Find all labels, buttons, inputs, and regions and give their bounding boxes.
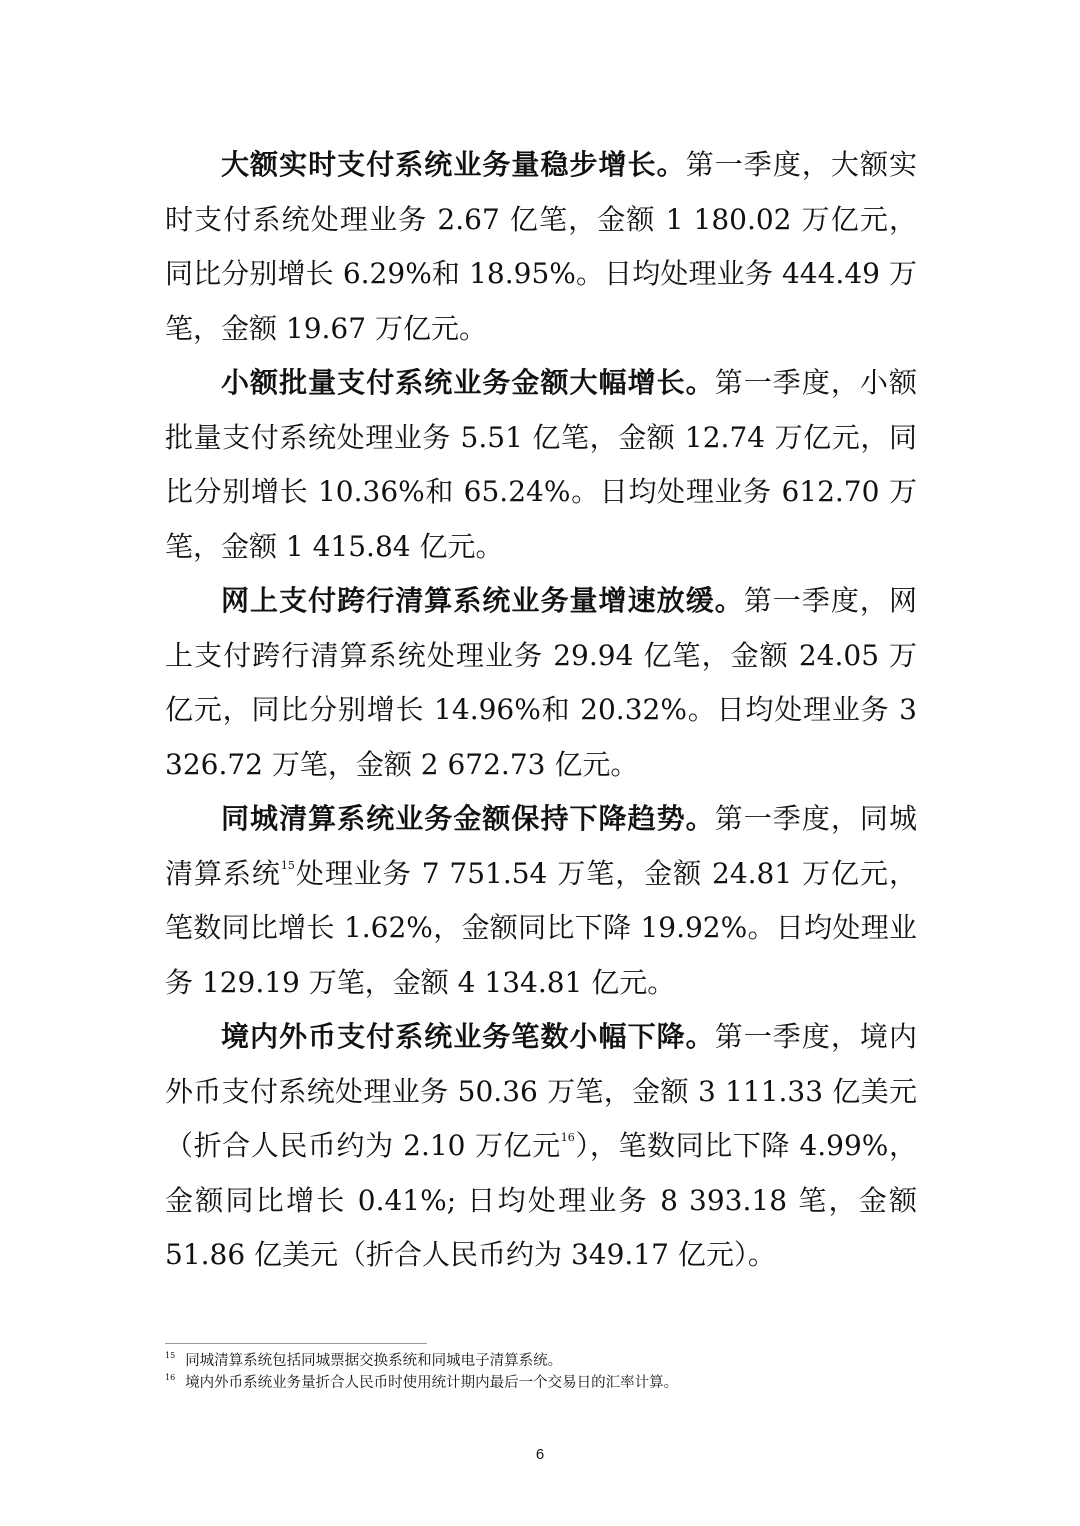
paragraph-text: 第一季度，大额实时支付系统处理业务 2.67 亿笔，金额 1 180.02 万亿元，同比分别增长 6.29%和 18.95%。日均处理业务 444.49 万笔，金额 19.67 万亿元。 [165, 148, 917, 345]
paragraph-online-clearing [165, 574, 917, 792]
footnote-16 [165, 1372, 925, 1394]
paragraph-foreign-currency [165, 1010, 917, 1283]
footnote-ref-16[interactable]: 16 [560, 1131, 575, 1144]
paragraph-text-continued: 处理业务 7 751.54 万笔，金额 24.81 万亿元，笔数同比增长 1.62%，金额同比下降 19.92%。日均处理业务 129.19 万笔，金额 4 134.81 亿元。 [165, 856, 917, 999]
paragraph-lead: 网上支付跨行清算系统业务量增速放缓。 [221, 584, 744, 617]
paragraph-text: 第一季度，小额批量支付系统处理业务 5.51 亿笔，金额 12.74 万亿元，同比分别增长 10.36%和 65.24%。日均处理业务 612.70 万笔，金额 1 415.84 亿元。 [165, 366, 917, 563]
footnote-divider [165, 1343, 427, 1344]
body-text [165, 138, 917, 1283]
paragraph-text-continued: ），笔数同比下降 4.99%，金额同比增长 0.41%; 日均处理业务 8 393.18 笔，金额 51.86 亿美元（折合人民币约为 349.17 亿元）。 [165, 1129, 917, 1271]
footnote-text: 境内外币系统业务量折合人民币时使用统计期内最后一个交易日的汇率计算。 [185, 1375, 679, 1391]
paragraph-bulk-payment [165, 356, 917, 574]
page-number: 6 [535, 1446, 545, 1463]
paragraph-lead: 小额批量支付系统业务金额大幅增长。 [221, 366, 715, 399]
paragraph-lead: 同城清算系统业务金额保持下降趋势。 [221, 802, 715, 835]
paragraph-text: 第一季度，网上支付跨行清算系统处理业务 29.94 亿笔，金额 24.05 万亿元，同比分别增长 14.96%和 20.32%。日均处理业务 3 326.72 万笔，金额 2 672.73 亿元。 [165, 584, 917, 781]
footnote-number: 15 [165, 1351, 176, 1360]
paragraph-text: 第一季度，同城清算系统 [165, 802, 917, 890]
paragraph-city-clearing [165, 792, 917, 1010]
paragraph-text: 第一季度，境内外币支付系统处理业务 50.36 万笔，金额 3 111.33 亿美元（折合人民币约为 2.10 万亿元 [165, 1020, 917, 1162]
paragraph-large-value-payment [165, 138, 917, 356]
footnote-number: 16 [165, 1373, 176, 1382]
footnotes [165, 1350, 925, 1394]
paragraph-lead: 境内外币支付系统业务笔数小幅下降。 [221, 1020, 715, 1053]
paragraph-lead: 大额实时支付系统业务量稳步增长。 [221, 148, 686, 181]
footnote-15 [165, 1350, 925, 1372]
footnote-ref-15[interactable]: 15 [280, 858, 295, 872]
footnote-text: 同城清算系统包括同城票据交换系统和同城电子清算系统。 [185, 1353, 563, 1369]
